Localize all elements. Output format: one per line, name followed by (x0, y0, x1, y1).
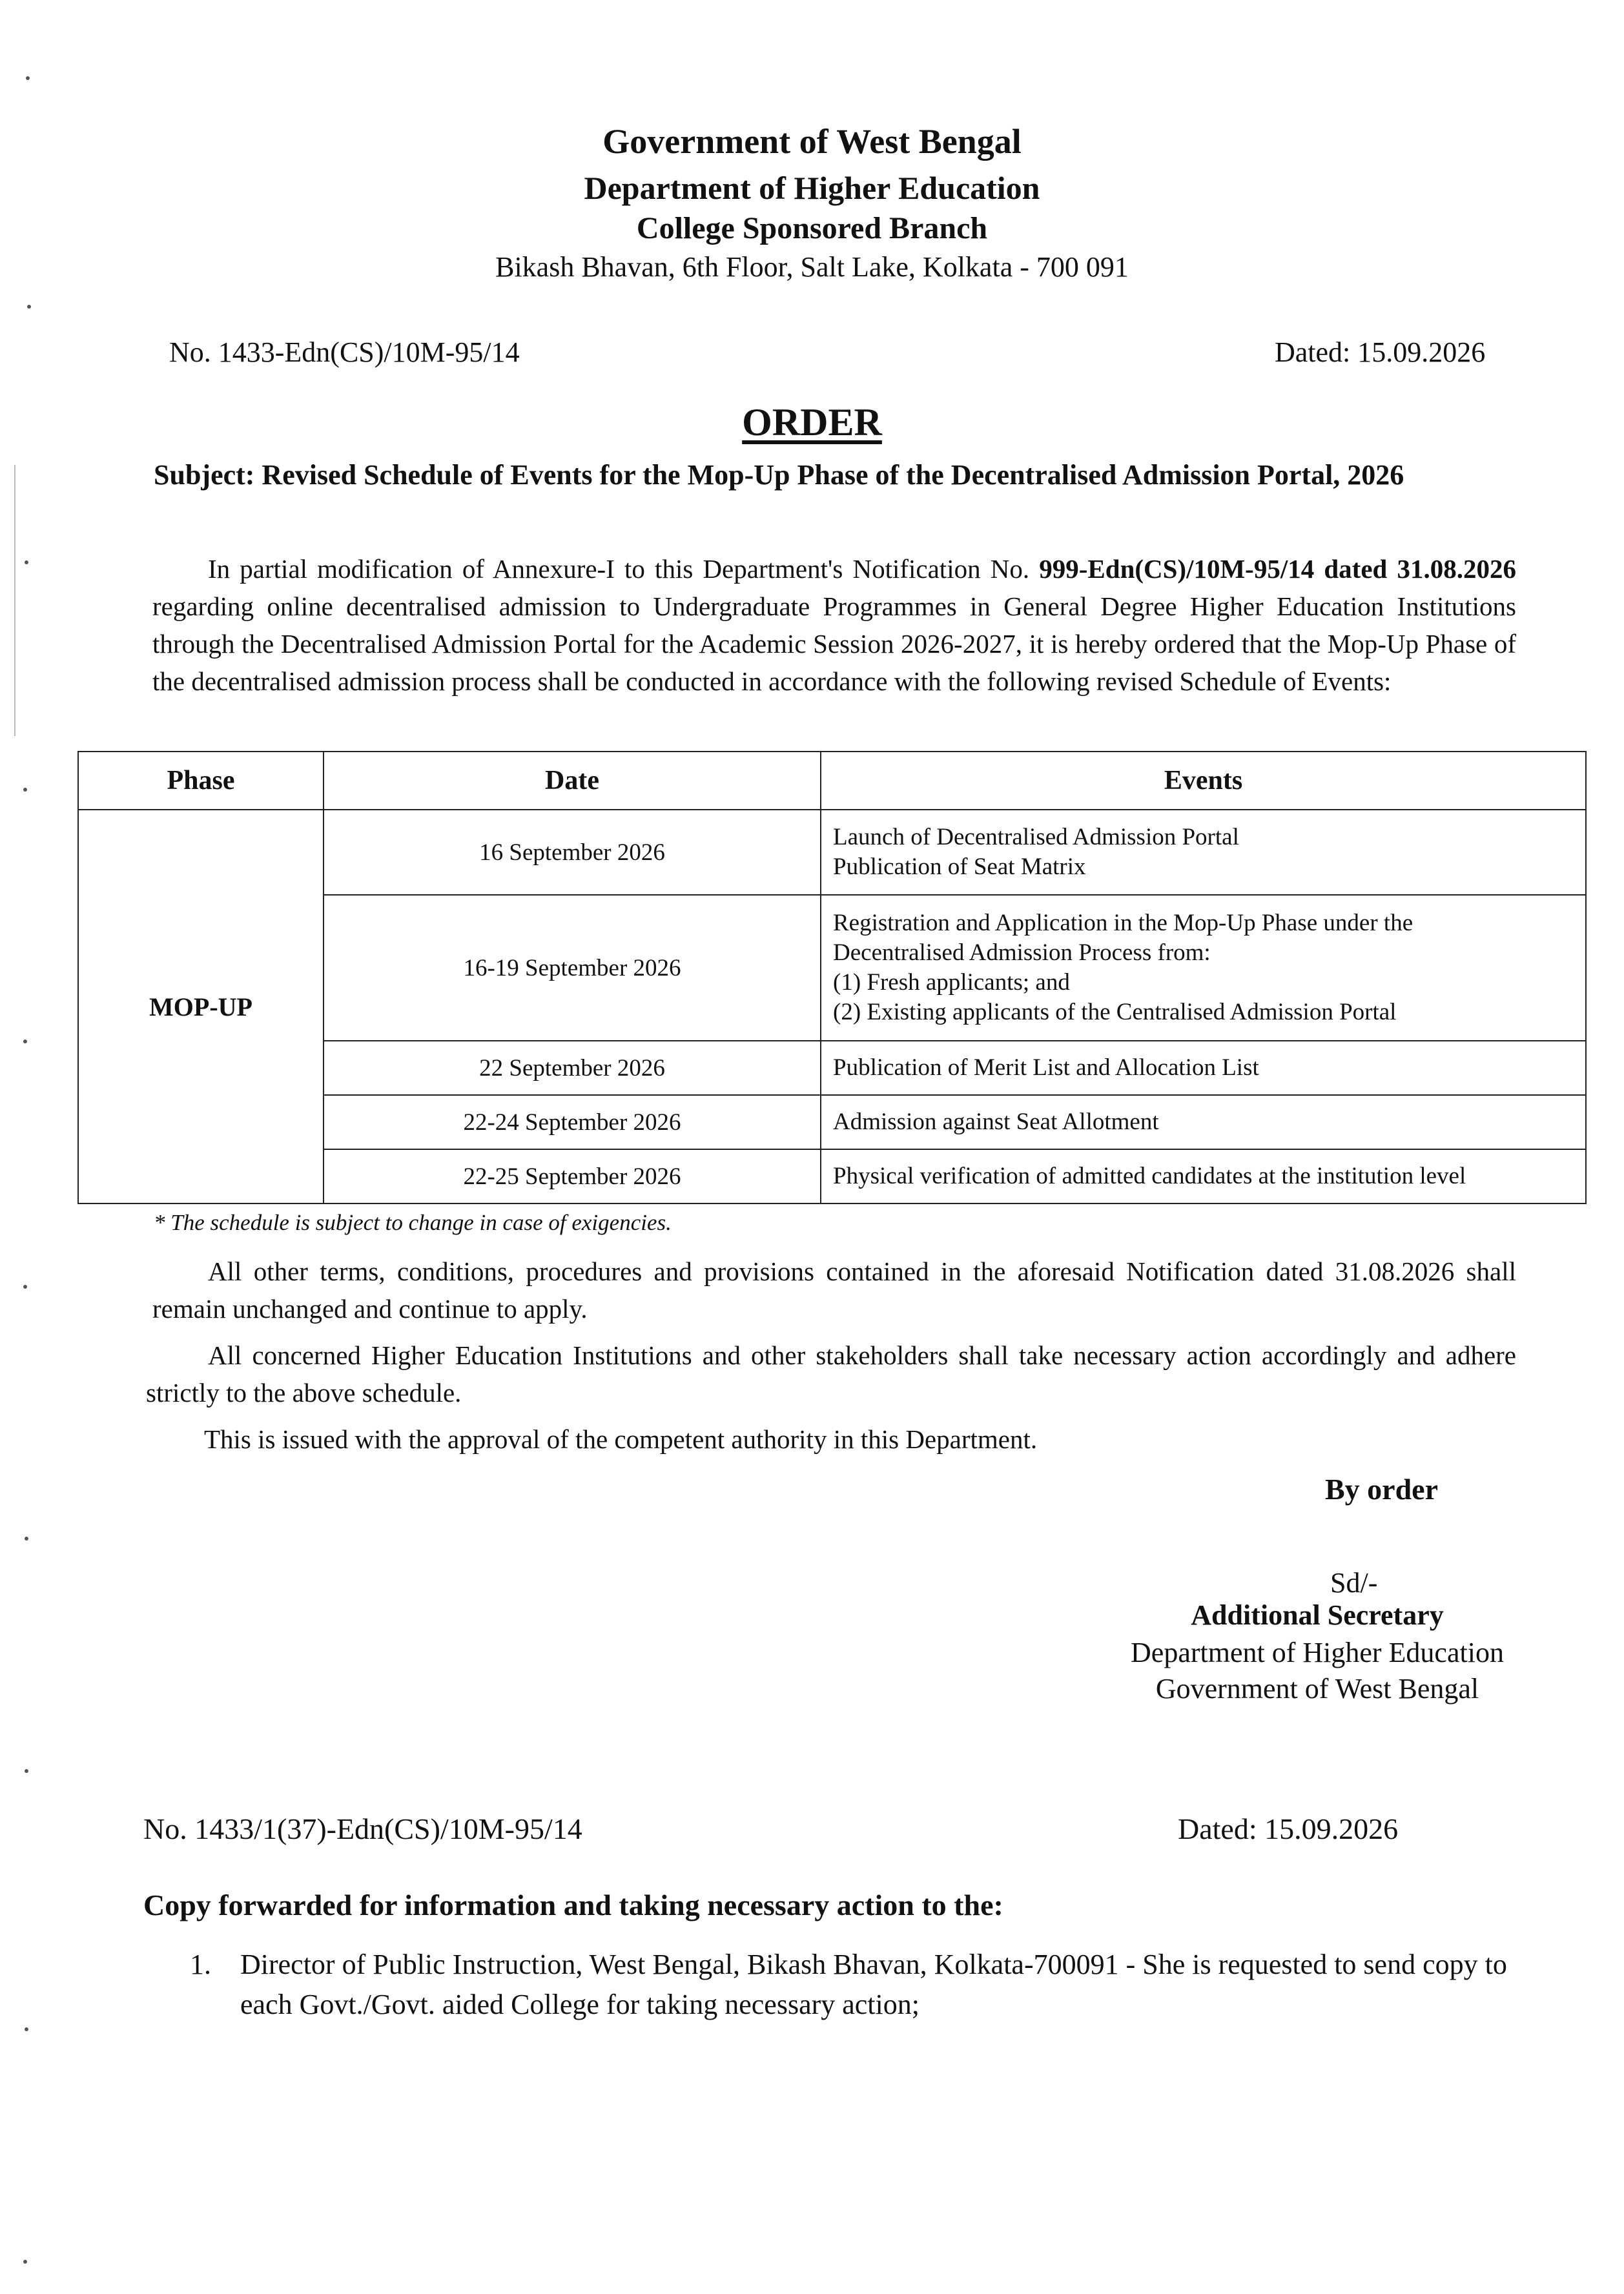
date-cell: 22-25 September 2026 (324, 1149, 821, 1203)
date-cell: 22-24 September 2026 (324, 1095, 821, 1149)
event-line: Admission against Seat Allotment (833, 1109, 1159, 1135)
scan-speck (25, 2027, 28, 2031)
list-item-text: Director of Public Instruction, West Bengal, Bikash Bhavan, Kolkata-700091 - She is requested to send copy to each Govt./Govt. aided College for taking necessary action; (240, 1949, 1507, 2020)
order-title: ORDER (742, 401, 882, 444)
copy-memo-number: No. 1433/1(37)-Edn(CS)/10M-95/14 (143, 1812, 582, 1845)
signatory-government: Government of West Bengal (1155, 1673, 1479, 1705)
event-line: Publication of Seat Matrix (833, 854, 1086, 880)
intro-text-part2: regarding online decentralised admission to Undergraduate Programmes in General Degree Higher Education Institutions through the Decentralised Admission Portal for the Academic Session 2026-2027, it is hereby ordered that the Mop-Up Phase of the decentralised admission process shall be conducted in accordance with the following revised Schedule of Events: (152, 591, 1516, 696)
date-cell: 16 September 2026 (324, 810, 821, 895)
memo-date: Dated: 15.09.2026 (1275, 336, 1486, 368)
scan-speck (23, 1285, 27, 1289)
signatory-department: Department of Higher Education (1131, 1637, 1504, 1668)
phase-cell: MOP-UP (78, 810, 324, 1203)
signatory-designation: Additional Secretary (1191, 1599, 1444, 1631)
event-line: (1) Fresh applicants; and (833, 969, 1070, 996)
event-line: Launch of Decentralised Admission Portal (833, 824, 1239, 850)
letterhead-branch: College Sponsored Branch (636, 211, 988, 245)
events-cell (821, 810, 1586, 895)
scan-speck (26, 76, 30, 80)
by-order: By order (1325, 1473, 1439, 1506)
event-line: Decentralised Admission Process from: (833, 939, 1211, 966)
events-cell (821, 1041, 1586, 1095)
subject-line: Subject: Revised Schedule of Events for the Mop-Up Phase of the Decentralised Admission Portal, 2026 (154, 459, 1404, 491)
scan-speck (25, 1537, 28, 1541)
events-cell (821, 895, 1586, 1041)
events-cell (821, 1149, 1586, 1203)
copy-forwarded-heading: Copy forwarded for information and taking necessary action to the: (143, 1889, 1003, 1921)
letterhead-address: Bikash Bhavan, 6th Floor, Salt Lake, Kolkata - 700 091 (495, 251, 1129, 283)
event-line: (2) Existing applicants of the Centralised Admission Portal (833, 999, 1397, 1025)
header-events: Events (821, 752, 1586, 810)
header-date: Date (324, 752, 821, 810)
event-line: Registration and Application in the Mop-Up Phase under the (833, 910, 1413, 936)
schedule-table (77, 751, 1587, 1204)
letterhead-department: Department of Higher Education (584, 170, 1040, 206)
copy-memo-date: Dated: 15.09.2026 (1178, 1812, 1399, 1845)
letterhead-government: Government of West Bengal (602, 122, 1022, 161)
scan-speck (25, 1769, 28, 1773)
scan-speck (23, 788, 27, 792)
scan-speck (23, 2260, 27, 2264)
scan-edge-line (14, 465, 15, 736)
terms-paragraph: All other terms, conditions, procedures and provisions contained in the aforesaid Notification dated 31.08.2026 shall remain unchanged and continue to apply. (152, 1256, 1516, 1324)
scan-speck (25, 560, 28, 564)
action-paragraph: All concerned Higher Education Institutions and other stakeholders shall take necessary action accordingly and adhere strictly to the above schedule. (146, 1340, 1516, 1408)
event-line: Publication of Merit List and Allocation List (833, 1054, 1259, 1081)
date-cell: 16-19 September 2026 (324, 895, 821, 1041)
events-cell (821, 1095, 1586, 1149)
intro-paragraph (152, 550, 1516, 700)
signature-sd: Sd/- (1330, 1567, 1378, 1599)
schedule-footnote: * The schedule is subject to change in case of exigencies. (154, 1210, 672, 1235)
approval-paragraph: This is issued with the approval of the competent authority in this Department. (204, 1424, 1038, 1454)
header-phase: Phase (78, 752, 324, 810)
table-header-row (78, 752, 1586, 810)
table-row (78, 810, 1586, 895)
intro-text-part1: In partial modification of Annexure-I to this Department's Notification No. (208, 554, 1040, 584)
memo-number: No. 1433-Edn(CS)/10M-95/14 (169, 336, 520, 368)
scan-speck (23, 1039, 27, 1043)
notification-reference: 999-Edn(CS)/10M-95/14 dated 31.08.2026 (1039, 554, 1516, 584)
scan-speck (27, 305, 31, 309)
event-line: Physical verification of admitted candidates at the institution level (833, 1163, 1466, 1189)
list-item-number: 1. (190, 1949, 211, 1980)
date-cell: 22 September 2026 (324, 1041, 821, 1095)
